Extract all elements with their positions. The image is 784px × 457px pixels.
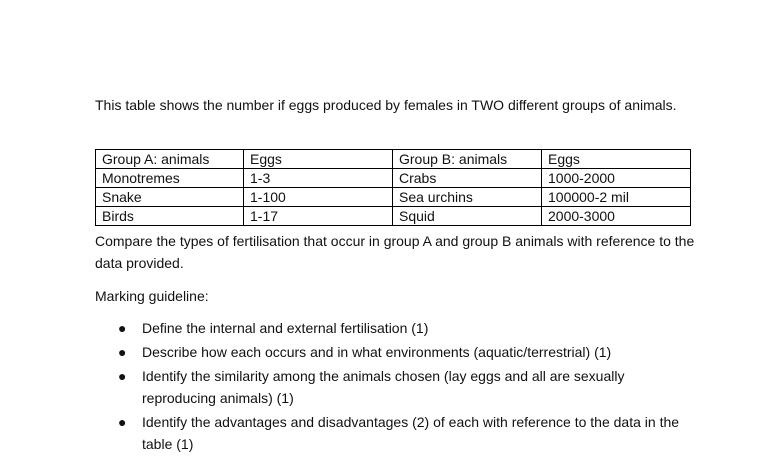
- list-item: [0, 411, 687, 455]
- table-cell: 1000-2000: [542, 169, 691, 188]
- list-item: [0, 317, 687, 339]
- table-cell: Sea urchins: [393, 188, 542, 207]
- table-cell: Birds: [96, 207, 244, 226]
- marking-guideline-list: [0, 317, 784, 457]
- list-item-text: Identify the similarity among the animals chosen (lay eggs and all are sexually reproducing animals) (1): [142, 368, 625, 406]
- table-cell: 2000-3000: [542, 207, 691, 226]
- list-item-text: Define the internal and external fertilisation (1): [142, 320, 429, 336]
- table-header-row: [96, 150, 691, 169]
- bullet-icon: ●: [118, 344, 127, 360]
- marking-guideline-heading: Marking guideline:: [95, 288, 209, 304]
- table-header-cell: Group B: animals: [393, 150, 542, 169]
- bullet-icon: ●: [118, 320, 127, 336]
- eggs-table: [95, 149, 691, 226]
- table-cell: Crabs: [393, 169, 542, 188]
- table-row: [96, 207, 691, 226]
- table-header-cell: Eggs: [542, 150, 691, 169]
- table-cell: Snake: [96, 188, 244, 207]
- list-item-text: Identify the advantages and disadvantages (2) of each with reference to the data in the table (1): [142, 414, 680, 452]
- table-header-cell: Eggs: [244, 150, 393, 169]
- table-cell: Squid: [393, 207, 542, 226]
- bullet-icon: ●: [118, 414, 127, 430]
- table-cell: Monotremes: [96, 169, 244, 188]
- question-paragraph: Compare the types of fertilisation that occur in group A and group B animals with reference to the data provided.: [95, 233, 695, 271]
- table-row: [96, 169, 691, 188]
- intro-paragraph: This table shows the number if eggs produced by females in TWO different groups of animals.: [95, 97, 677, 113]
- list-item: [0, 365, 687, 409]
- list-item-text: Describe how each occurs and in what environments (aquatic/terrestrial) (1): [142, 344, 612, 360]
- list-item: [0, 341, 687, 363]
- table-cell: 1-17: [244, 207, 393, 226]
- table-cell: 1-3: [244, 169, 393, 188]
- table-cell: 1-100: [244, 188, 393, 207]
- bullet-icon: ●: [118, 368, 127, 384]
- table-header-cell: Group A: animals: [96, 150, 244, 169]
- table-cell: 100000-2 mil: [542, 188, 691, 207]
- table-row: [96, 188, 691, 207]
